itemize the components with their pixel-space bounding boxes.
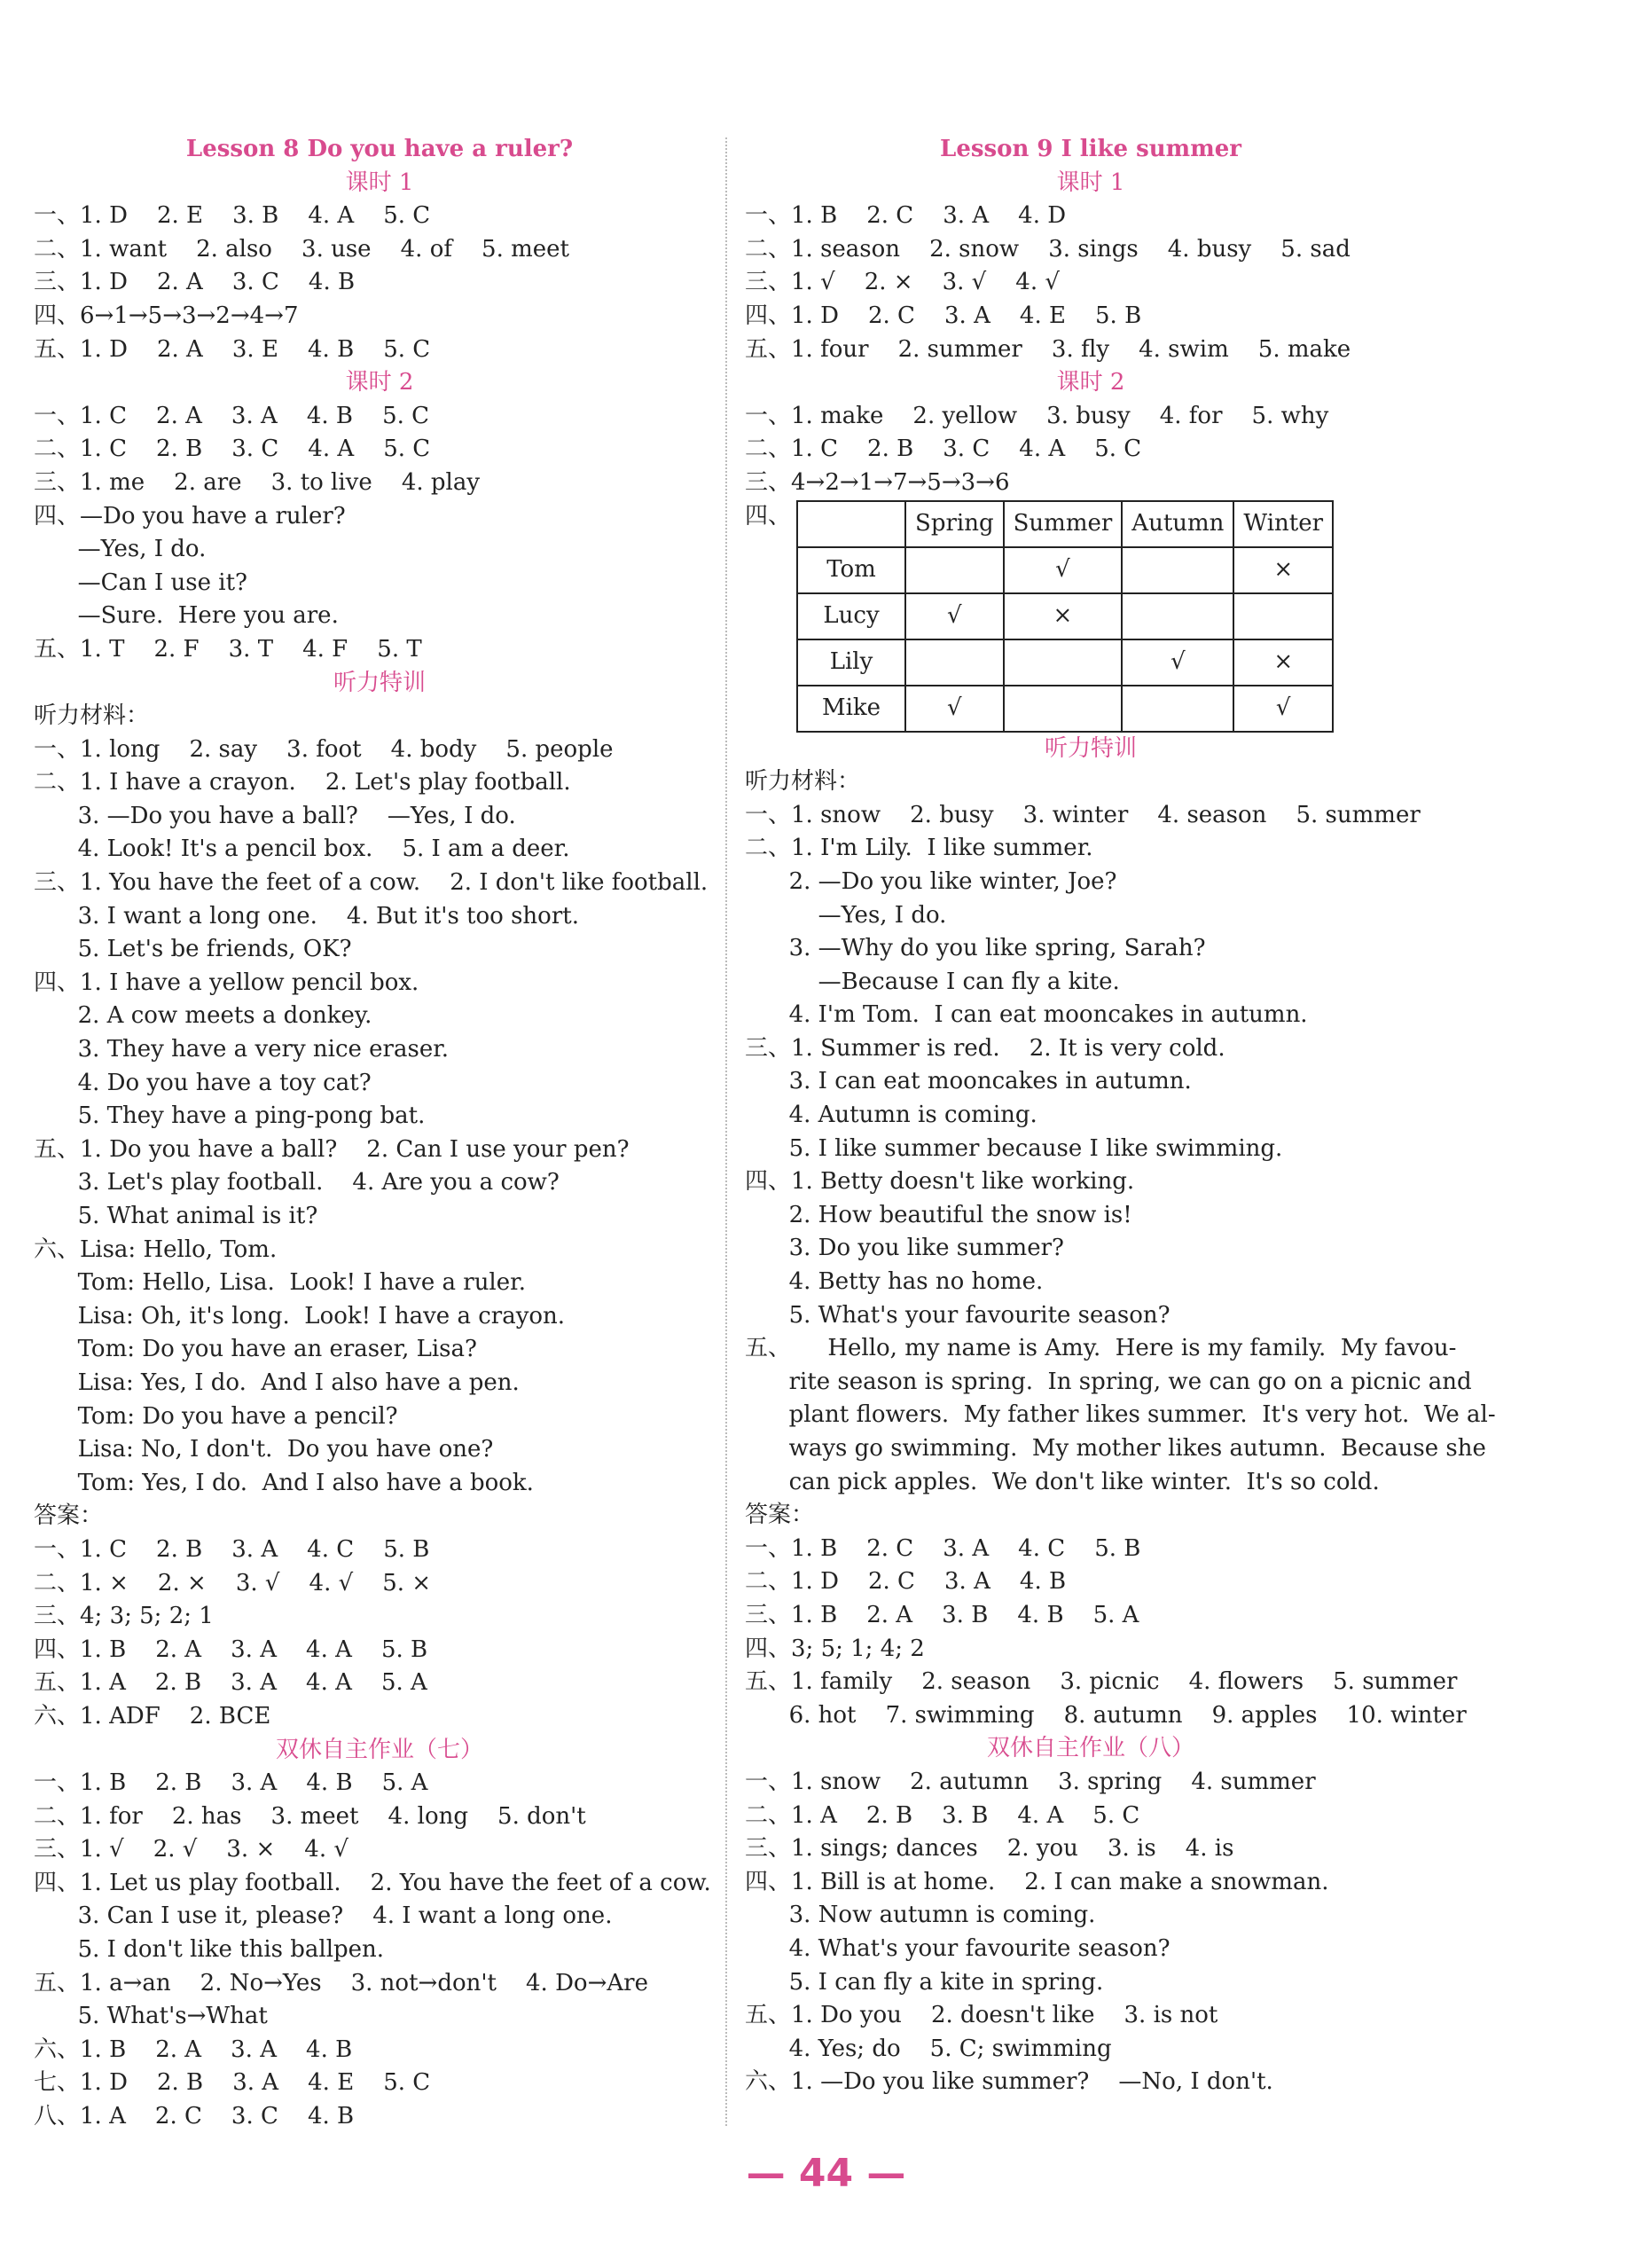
answer-line: 答案：: [745, 1502, 815, 1529]
table-mark-cell: [1122, 547, 1233, 593]
table-row-name: Lucy: [797, 593, 905, 639]
right-answer-blocks-bottom: [745, 733, 1496, 2099]
answer-line: 五、1. Do you have a ball? 2. Can I use your pen?: [34, 1135, 630, 1163]
answer-line: 2. How beautiful the snow is!: [745, 1201, 1132, 1228]
table-row: [797, 593, 1333, 639]
answer-line: 三、1. me 2. are 3. to live 4. play: [34, 468, 481, 496]
answer-line: 一、1. C 2. B 3. A 4. C 5. B: [34, 1535, 430, 1563]
answer-line: —Yes, I do.: [745, 901, 947, 929]
section-heading: 课时 1: [1056, 169, 1125, 196]
answer-line: 3. I can eat mooncakes in autumn.: [745, 1068, 1192, 1095]
table-header-cell: Autumn: [1122, 501, 1233, 547]
answer-line: 一、1. C 2. A 3. A 4. B 5. C: [34, 402, 430, 429]
lesson-9-title: Lesson 9 I like summer: [940, 136, 1241, 162]
table-mark-cell: √: [905, 686, 1004, 732]
answer-line: 三、1. You have the feet of a cow. 2. I don't like football.: [34, 869, 709, 897]
season-preference-table: [796, 500, 1334, 733]
answer-line: 一、1. long 2. say 3. foot 4. body 5. people: [34, 735, 614, 763]
answer-line: 六、1. B 2. A 3. A 4. B: [34, 2035, 353, 2063]
section-heading: 课时 2: [345, 369, 414, 396]
answer-line: 六、1. ADF 2. BCE: [34, 1702, 271, 1730]
answer-line: 五、1. family 2. season 3. picnic 4. flowers 5. summer: [745, 1668, 1458, 1696]
answer-line: 一、1. D 2. E 3. B 4. A 5. C: [34, 202, 431, 230]
answer-line: 四、1. Bill is at home. 2. I can make a snowman.: [745, 1868, 1329, 1895]
section-heading: 听力特训: [333, 669, 426, 696]
answer-line: 三、1. Summer is red. 2. It is very cold.: [745, 1034, 1225, 1062]
answer-line: 三、1. √ 2. √ 3. × 4. √: [34, 1836, 348, 1863]
table-row-name: Tom: [797, 547, 905, 593]
answer-line: 三、1. B 2. A 3. B 4. B 5. A: [745, 1601, 1139, 1628]
section-heading: 课时 2: [1056, 369, 1125, 396]
left-answer-blocks: [34, 167, 725, 2134]
answer-line: 五、1. Do you 2. doesn't like 3. is not: [745, 2002, 1218, 2029]
page-number: — 44 —: [746, 2151, 906, 2196]
answer-line: 一、1. make 2. yellow 3. busy 4. for 5. why: [745, 402, 1329, 429]
answer-line: 5. I don't like this ballpen.: [34, 1936, 385, 1964]
answer-line: 2. A cow meets a donkey.: [34, 1002, 372, 1030]
answer-line: 六、1. —Do you like summer? —No, I don't.: [745, 2068, 1273, 2096]
table-row: [797, 686, 1333, 732]
answer-line: Lisa: No, I don't. Do you have one?: [34, 1436, 494, 1463]
answer-line: rite season is spring. In spring, we can go on a picnic and: [745, 1368, 1472, 1395]
answer-line: 三、1. sings; dances 2. you 3. is 4. is: [745, 1835, 1234, 1863]
answer-line: 5. Let's be friends, OK?: [34, 936, 352, 963]
answer-line: 4. I'm Tom. I can eat mooncakes in autumn.: [745, 1001, 1308, 1029]
answer-line: 一、1. snow 2. autumn 3. spring 4. summer: [745, 1768, 1316, 1795]
answer-line: 八、1. A 2. C 3. C 4. B: [34, 2103, 355, 2130]
answer-line: 听力材料：: [34, 702, 150, 730]
answer-line: 5. I like summer because I like swimming.: [745, 1134, 1283, 1162]
answer-line: 3. Now autumn is coming.: [745, 1902, 1096, 1929]
answer-line: 2. —Do you like winter, Joe?: [745, 867, 1117, 895]
answer-line: 四、1. Let us play football. 2. You have the feet of a cow.: [34, 1869, 711, 1896]
answer-line: 四、1. B 2. A 3. A 4. A 5. B: [34, 1635, 428, 1663]
table-row: [797, 547, 1333, 593]
answer-line: 五、 Hello, my name is Amy. Here is my family. My favou-: [745, 1335, 1457, 1362]
answer-line: 二、1. × 2. × 3. √ 4. √ 5. ×: [34, 1569, 432, 1596]
answer-line: 二、1. want 2. also 3. use 4. of 5. meet: [34, 235, 569, 263]
section-heading: 听力特训: [1044, 734, 1137, 762]
right-answer-blocks-top: [745, 167, 1437, 500]
answer-line: 5. What's→What: [34, 2003, 268, 2030]
table-mark-cell: [1233, 593, 1333, 639]
answer-line: 五、1. four 2. summer 3. fly 4. swim 5. make: [745, 335, 1351, 363]
table-mark-cell: [905, 639, 1004, 686]
answer-line: 四、1. D 2. C 3. A 4. E 5. B: [745, 302, 1142, 329]
answer-line: 三、1. √ 2. × 3. √ 4. √: [745, 269, 1060, 296]
answer-line: 三、4→2→1→7→5→3→6: [745, 468, 1010, 496]
season-table-label: 四、: [745, 502, 792, 529]
table-mark-cell: ×: [1004, 593, 1123, 639]
table-row-name: Lily: [797, 639, 905, 686]
answer-line: 5. I can fly a kite in spring.: [745, 1968, 1104, 1996]
answer-line: —Yes, I do.: [34, 536, 207, 563]
table-mark-cell: [1004, 639, 1123, 686]
answer-line: 4. Look! It's a pencil box. 5. I am a deer.: [34, 835, 570, 863]
answer-line: 五、1. D 2. A 3. E 4. B 5. C: [34, 335, 431, 363]
answer-line: 四、6→1→5→3→2→4→7: [34, 302, 299, 329]
answer-line: 五、1. A 2. B 3. A 4. A 5. A: [34, 1669, 427, 1697]
answer-line: Tom: Yes, I do. And I also have a book.: [34, 1469, 534, 1496]
answer-line: 答案：: [34, 1502, 104, 1530]
answer-line: 二、1. C 2. B 3. C 4. A 5. C: [745, 435, 1142, 463]
table-row: [797, 639, 1333, 686]
answer-line: 听力材料：: [745, 768, 861, 796]
answer-line: Tom: Hello, Lisa. Look! I have a ruler.: [34, 1269, 526, 1297]
table-mark-cell: [1004, 686, 1123, 732]
table-mark-cell: [1122, 593, 1233, 639]
section-heading: 课时 1: [345, 169, 414, 196]
answer-line: 一、1. snow 2. busy 3. winter 4. season 5. summer: [745, 801, 1421, 828]
table-mark-cell: ×: [1233, 639, 1333, 686]
answer-line: 4. Do you have a toy cat?: [34, 1069, 372, 1096]
answer-line: 5. They have a ping-pong bat.: [34, 1102, 426, 1130]
table-mark-cell: √: [1122, 639, 1233, 686]
answer-line: plant flowers. My father likes summer. It's very hot. We al-: [745, 1401, 1496, 1429]
season-table-row: [745, 500, 1437, 733]
answer-line: Tom: Do you have an eraser, Lisa?: [34, 1336, 477, 1363]
table-mark-cell: √: [905, 593, 1004, 639]
answer-line: Lisa: Oh, it's long. Look! I have a crayon.: [34, 1302, 566, 1330]
section-heading: 双休自主作业（八）: [986, 1735, 1194, 1762]
answer-line: 一、1. B 2. C 3. A 4. D: [745, 202, 1067, 230]
answer-line: 五、1. T 2. F 3. T 4. F 5. T: [34, 635, 422, 663]
answer-line: ways go swimming. My mother likes autumn. Because she: [745, 1435, 1486, 1462]
table-header-cell: Winter: [1233, 501, 1333, 547]
answer-line: 5. What's your favourite season?: [745, 1301, 1170, 1329]
table-mark-cell: ×: [1233, 547, 1333, 593]
answer-line: 4. What's your favourite season?: [745, 1934, 1170, 1962]
answer-line: Lisa: Yes, I do. And I also have a pen.: [34, 1369, 520, 1396]
answer-line: 二、1. D 2. C 3. A 4. B: [745, 1568, 1067, 1596]
answer-line: 3. I want a long one. 4. But it's too short.: [34, 902, 579, 929]
answer-line: 3. —Why do you like spring, Sarah?: [745, 935, 1206, 962]
answer-line: 二、1. I'm Lily. I like summer.: [745, 835, 1093, 862]
answer-line: 二、1. season 2. snow 3. sings 4. busy 5. sad: [745, 235, 1351, 263]
table-header-cell: [797, 501, 905, 547]
answer-line: 二、1. A 2. B 3. B 4. A 5. C: [745, 1801, 1140, 1829]
answer-line: 3. Let's play football. 4. Are you a cow?: [34, 1169, 560, 1196]
answer-line: can pick apples. We don't like winter. It's so cold.: [745, 1468, 1380, 1495]
answer-line: —Because I can fly a kite.: [745, 968, 1120, 995]
answer-line: 一、1. B 2. C 3. A 4. C 5. B: [745, 1534, 1141, 1562]
answer-line: 四、1. Betty doesn't like working.: [745, 1168, 1135, 1196]
lesson-8-title: Lesson 8 Do you have a ruler?: [185, 136, 574, 162]
answer-line: 三、1. D 2. A 3. C 4. B: [34, 269, 356, 296]
answer-line: 四、3; 5; 1; 4; 2: [745, 1635, 925, 1662]
answer-line: 一、1. B 2. B 3. A 4. B 5. A: [34, 1769, 428, 1797]
table-mark-cell: √: [1233, 686, 1333, 732]
answer-line: 四、—Do you have a ruler?: [34, 502, 346, 529]
table-header-cell: Summer: [1004, 501, 1123, 547]
answer-line: 4. Yes; do 5. C; swimming: [745, 2035, 1112, 2062]
answer-line: 5. What animal is it?: [34, 1203, 318, 1229]
answer-line: 3. Do you like summer?: [745, 1235, 1064, 1262]
answer-line: 4. Autumn is coming.: [745, 1102, 1037, 1129]
table-mark-cell: [1122, 686, 1233, 732]
table-mark-cell: [905, 547, 1004, 593]
right-column: [745, 133, 1496, 2099]
answer-line: 七、1. D 2. B 3. A 4. E 5. C: [34, 2069, 431, 2097]
answer-line: 五、1. a→an 2. No→Yes 3. not→don't 4. Do→Are: [34, 1969, 648, 1996]
answer-line: 6. hot 7. swimming 8. autumn 9. apples 10. winter: [745, 1701, 1467, 1729]
left-column: [34, 133, 725, 2134]
answer-line: Tom: Do you have a pencil?: [34, 1402, 398, 1430]
answer-line: 二、1. for 2. has 3. meet 4. long 5. don't: [34, 1802, 586, 1830]
answer-line: 四、1. I have a yellow pencil box.: [34, 969, 419, 996]
answer-line: 二、1. C 2. B 3. C 4. A 5. C: [34, 435, 431, 463]
column-divider: [725, 137, 727, 2126]
answer-line: —Sure. Here you are.: [34, 602, 339, 630]
table-mark-cell: √: [1004, 547, 1123, 593]
section-heading: 双休自主作业（七）: [275, 1736, 483, 1763]
answer-line: 三、4; 3; 5; 2; 1: [34, 1603, 214, 1630]
table-row-name: Mike: [797, 686, 905, 732]
answer-line: 二、1. I have a crayon. 2. Let's play football.: [34, 769, 571, 796]
answer-line: 六、Lisa: Hello, Tom.: [34, 1235, 278, 1263]
answer-line: 4. Betty has no home.: [745, 1268, 1044, 1296]
table-header-cell: Spring: [905, 501, 1004, 547]
answer-line: 3. Can I use it, please? 4. I want a long one.: [34, 1902, 613, 1930]
answer-line: 3. They have a very nice eraser.: [34, 1036, 450, 1063]
answer-line: —Can I use it?: [34, 569, 247, 596]
answer-line: 3. —Do you have a ball? —Yes, I do.: [34, 802, 516, 829]
